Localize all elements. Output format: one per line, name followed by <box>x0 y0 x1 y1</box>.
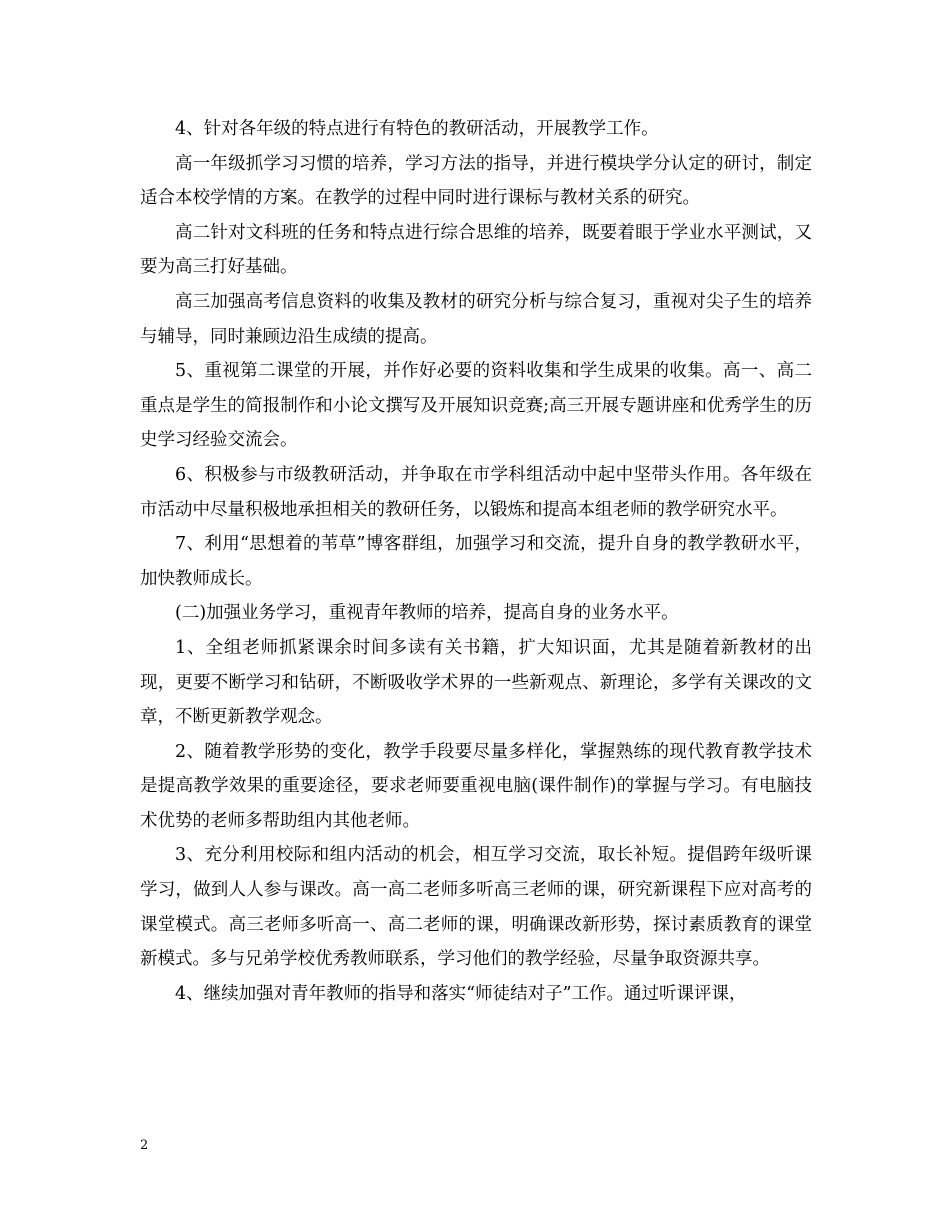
paragraph-6: 6、积极参与市级教研活动，并争取在市学科组活动中起中坚带头作用。各年级在市活动中尽量积极地承担相关的教研任务，以锻炼和提高本组老师的教学研究水平。 <box>140 464 812 520</box>
paragraph-11: 4、继续加强对青年教师的指导和落实“师徒结对子”工作。通过听课评课， <box>175 983 747 1004</box>
section-heading: (二)加强业务学习，重视青年教师的培养，提高自身的业务水平。 <box>175 603 679 624</box>
document-body <box>140 112 812 1011</box>
paragraph-2: 高一年级抓学习习惯的培养，学习方法的指导，并进行模块学分认定的研讨，制定适合本校学情的方案。在教学的过程中同时进行课标与教材关系的研究。 <box>140 153 812 209</box>
paragraph-9: 2、随着教学形势的变化，教学手段要尽量多样化，掌握熟练的现代教育教学技术是提高教学效果的重要途径，要求老师要重视电脑(课件制作)的掌握与学习。有电脑技术优势的老师多帮助组内其他老师。 <box>140 741 812 831</box>
page-number: 2 <box>140 1138 149 1153</box>
paragraph-1: 4、针对各年级的特点进行有特色的教研活动，开展教学工作。 <box>175 119 659 139</box>
paragraph-3: 高二针对文科班的任务和特点进行综合思维的培养，既要着眼于学业水平测试，又要为高三打好基础。 <box>140 222 812 278</box>
paragraph-5: 5、重视第二课堂的开展，并作好必要的资料收集和学生成果的收集。高一、高二重点是学生的简报制作和小论文撰写及开展知识竞赛;高三开展专题讲座和优秀学生的历史学习经验交流会。 <box>140 361 812 451</box>
paragraph-7: 7、利用“思想着的苇草”博客群组，加强学习和交流，提升自身的教学教研水平，加快教师成长。 <box>140 534 812 589</box>
paragraph-10: 3、充分利用校际和组内活动的机会，相互学习交流，取长补短。提倡跨年级听课学习，做到人人参与课改。高一高二老师多听高三老师的课，研究新课程下应对高考的课堂模式。高三老师多听高一、高二老师的课，明确课改新形势，探讨素质教育的课堂新模式。多与兄弟学校优秀教师联系，学习他们的教学经验，尽量争取资源共享。 <box>140 845 812 970</box>
paragraph-8: 1、全组老师抓紧课余时间多读有关书籍，扩大知识面，尤其是随着新教材的出现，更要不断学习和钻研，不断吸收学术界的一些新观点、新理论，多学有关课改的文章，不断更新教学观念。 <box>140 637 812 728</box>
paragraph-4: 高三加强高考信息资料的收集及教材的研究分析与综合复习，重视对尖子生的培养与辅导，同时兼顾边沿生成绩的提高。 <box>140 291 812 347</box>
